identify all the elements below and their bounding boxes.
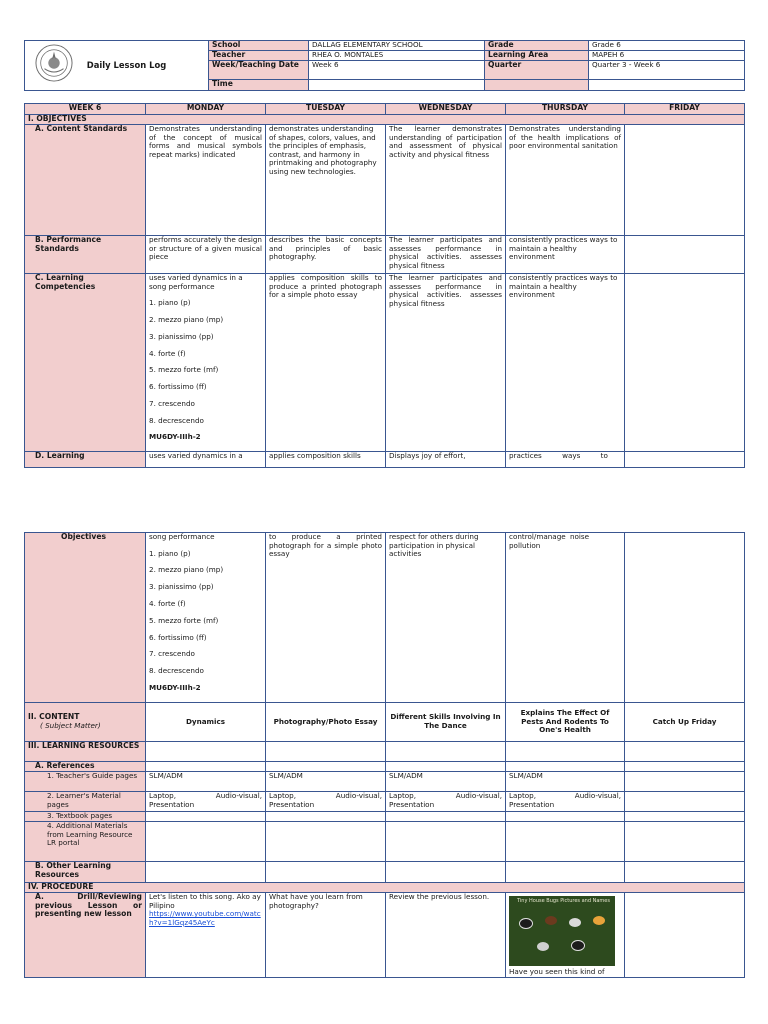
content-fri: Catch Up Friday	[625, 703, 745, 742]
additional-materials-tue	[266, 822, 386, 862]
house-bugs-image	[509, 896, 615, 966]
teachers-guide-thu: SLM/ADM	[506, 772, 625, 792]
school-value: DALLAG ELEMENTARY SCHOOL	[309, 41, 485, 51]
resources-mon	[146, 742, 266, 762]
performance-standards-thu: consistently practices ways to maintain a healthy environment	[506, 236, 625, 274]
teachers-guide-label: 1. Teacher's Guide pages	[25, 772, 146, 792]
references-wed	[386, 762, 506, 772]
other-resources-mon	[146, 862, 266, 883]
content-standards-label: A. Content Standards	[25, 125, 146, 236]
list-item: 4. forte (f)	[149, 348, 186, 358]
list-item: 6. fortissimo (ff)	[149, 632, 207, 642]
content-wed: Different Skills Involving In The Dance	[386, 703, 506, 742]
resources-fri	[625, 742, 745, 762]
content-thu: Explains The Effect Of Pests And Rodents To One's Health	[506, 703, 625, 742]
list-item: 4. forte (f)	[149, 598, 186, 608]
teachers-guide-fri	[625, 772, 745, 792]
performance-standards-mon: performs accurately the design or structure of a given musical piece	[146, 236, 266, 274]
grade-value: Grade 6	[589, 41, 745, 51]
additional-materials-mon	[146, 822, 266, 862]
col-friday: FRIDAY	[625, 104, 745, 115]
time-value	[309, 80, 485, 91]
other-resources-label: B. Other Learning Resources	[25, 862, 146, 883]
content-standards-tue: demonstrates understanding of shapes, colors, values, and the principles of emphasis, contrast, and harmony in printmaking and photography using new technologies.	[266, 125, 386, 236]
learning-objectives-label-1: D. Learning	[25, 452, 146, 468]
other-resources-thu	[506, 862, 625, 883]
list-item: 6. fortissimo (ff)	[149, 382, 207, 392]
week-date-value: Week 6	[309, 61, 485, 80]
drill-tue: What have you learn from photography?	[266, 893, 386, 978]
drill-mon-text: Let's listen to this song. Ako ay Pilipino	[149, 892, 261, 910]
teachers-guide-wed: SLM/ADM	[386, 772, 506, 792]
list-item: 1. piano (p)	[149, 298, 191, 308]
quarter-value: Quarter 3 - Week 6	[589, 61, 745, 80]
teacher-label: Teacher	[209, 51, 309, 61]
objective-intro: song performance	[149, 532, 215, 541]
page-title: Daily Lesson Log	[86, 59, 167, 70]
resources-thu	[506, 742, 625, 762]
list-item: 2. mezzo piano (mp)	[149, 314, 224, 324]
lesson-table-page-2	[24, 532, 745, 978]
objective-code: MU6DY-IIIh-2	[149, 682, 201, 692]
time-label: Time	[209, 80, 309, 91]
section-objectives: I. OBJECTIVES	[25, 115, 745, 125]
learning-objectives-wed-2: respect for others during participation in physical activities	[386, 533, 506, 703]
additional-materials-fri	[625, 822, 745, 862]
grade-label: Grade	[485, 41, 589, 51]
learning-competencies-fri	[625, 274, 745, 452]
additional-materials-thu	[506, 822, 625, 862]
learning-competencies-label: C. Learning Competencies	[25, 274, 146, 452]
competency-intro: uses varied dynamics in a song performance	[149, 273, 243, 291]
drill-thu	[506, 893, 625, 978]
teachers-guide-mon: SLM/ADM	[146, 772, 266, 792]
learning-objectives-fri-1	[625, 452, 745, 468]
lesson-table-page-1	[24, 103, 745, 468]
textbook-wed	[386, 812, 506, 822]
references-mon	[146, 762, 266, 772]
image-caption: Tiny House Bugs Pictures and Names	[517, 898, 610, 904]
teacher-value: RHEA O. MONTALES	[309, 51, 485, 61]
textbook-fri	[625, 812, 745, 822]
drill-wed: Review the previous lesson.	[386, 893, 506, 978]
list-item: 3. pianissimo (pp)	[149, 582, 214, 592]
learning-competencies-mon	[146, 274, 266, 452]
col-monday: MONDAY	[146, 104, 266, 115]
content-standards-thu: Demonstrates understanding of the health implications of poor environmental sanitation	[506, 125, 625, 236]
quarter-label: Quarter	[485, 61, 589, 80]
school-label: School	[209, 41, 309, 51]
col-tuesday: TUESDAY	[266, 104, 386, 115]
header-title-cell	[25, 41, 209, 91]
learning-objectives-wed-1: Displays joy of effort,	[386, 452, 506, 468]
learning-competencies-thu: consistently practices ways to maintain a healthy environment	[506, 274, 625, 452]
drill-mon	[146, 893, 266, 978]
learning-area-label: Learning Area	[485, 51, 589, 61]
list-item: 5. mezzo forte (mf)	[149, 615, 219, 625]
drill-thu-text: Have you seen this kind of	[509, 967, 605, 976]
list-item: 8. decrescendo	[149, 666, 204, 676]
list-item: 2. mezzo piano (mp)	[149, 565, 224, 575]
resources-wed	[386, 742, 506, 762]
competency-code: MU6DY-IIIh-2	[149, 432, 201, 442]
header-table	[24, 40, 745, 91]
textbook-label: 3. Textbook pages	[25, 812, 146, 822]
other-resources-wed	[386, 862, 506, 883]
learning-competencies-tue: applies composition skills to produce a printed photograph for a simple photo essay	[266, 274, 386, 452]
content-tue: Photography/Photo Essay	[266, 703, 386, 742]
learning-objectives-tue-1: applies composition skills	[266, 452, 386, 468]
content-standards-fri	[625, 125, 745, 236]
learning-objectives-mon-1: uses varied dynamics in a	[146, 452, 266, 468]
section-procedure: IV. PROCEDURE	[25, 883, 745, 893]
col-thursday: THURSDAY	[506, 104, 625, 115]
content-standards-mon: Demonstrates understanding of the concept of musical forms and musical symbols repeat marks) indicated	[146, 125, 266, 236]
learning-objectives-tue-2: to produce a printed photograph for a simple photo essay	[266, 533, 386, 703]
content-sublabel: ( Subject Matter)	[40, 721, 101, 730]
performance-standards-wed: The learner participates and assesses performance in physical activities. assesses physical fitness	[386, 236, 506, 274]
teachers-guide-tue: SLM/ADM	[266, 772, 386, 792]
learners-material-thu: Laptop, Audio-visual, Presentation	[506, 792, 625, 812]
col-wednesday: WEDNESDAY	[386, 104, 506, 115]
learning-objectives-mon-2	[146, 533, 266, 703]
list-item: 5. mezzo forte (mf)	[149, 365, 219, 375]
youtube-link[interactable]: https://www.youtube.com/watch?v=1lGqz45AeYc	[149, 909, 261, 927]
references-label: A. References	[25, 762, 146, 772]
performance-standards-label: B. Performance Standards	[25, 236, 146, 274]
textbook-mon	[146, 812, 266, 822]
list-item: 1. piano (p)	[149, 548, 191, 558]
learning-objectives-fri-2	[625, 533, 745, 703]
learners-material-fri	[625, 792, 745, 812]
content-standards-wed: The learner demonstrates understanding of participation and assessment of physical activity and physical fitness	[386, 125, 506, 236]
list-item: 7. crescendo	[149, 649, 195, 659]
textbook-thu	[506, 812, 625, 822]
other-resources-fri	[625, 862, 745, 883]
learners-material-wed: Laptop, Audio-visual, Presentation	[386, 792, 506, 812]
learning-objectives-thu-1: practices ways to	[506, 452, 625, 468]
other-resources-tue	[266, 862, 386, 883]
empty-value	[589, 80, 745, 91]
textbook-tue	[266, 812, 386, 822]
learning-resources-label: III. LEARNING RESOURCES	[25, 742, 146, 762]
learning-competencies-wed: The learner participates and assesses performance in physical activities. assesses physical fitness	[386, 274, 506, 452]
learners-material-label: 2. Learner's Material pages	[25, 792, 146, 812]
performance-standards-tue: describes the basic concepts and principles of basic photography.	[266, 236, 386, 274]
additional-materials-wed	[386, 822, 506, 862]
performance-standards-fri	[625, 236, 745, 274]
empty-label	[485, 80, 589, 91]
col-week: WEEK 6	[25, 104, 146, 115]
content-label: II. CONTENT	[28, 712, 80, 722]
content-label-cell	[25, 703, 146, 742]
references-thu	[506, 762, 625, 772]
learners-material-mon: Laptop, Audio-visual, Presentation	[146, 792, 266, 812]
learning-area-value: MAPEH 6	[589, 51, 745, 61]
learning-objectives-thu-2: control/manage noise pollution	[506, 533, 625, 703]
additional-materials-label: 4. Additional Materials from Learning Resource LR portal	[25, 822, 146, 862]
dynamics-list-2	[149, 550, 262, 676]
resources-tue	[266, 742, 386, 762]
drill-fri	[625, 893, 745, 978]
week-date-label: Week/Teaching Date	[209, 61, 309, 80]
learners-material-tue: Laptop, Audio-visual, Presentation	[266, 792, 386, 812]
learning-objectives-label-2: Objectives	[25, 533, 146, 703]
list-item: 7. crescendo	[149, 398, 195, 408]
content-mon: Dynamics	[146, 703, 266, 742]
references-tue	[266, 762, 386, 772]
drill-label: A. Drill/Reviewing previous Lesson or presenting new lesson	[25, 893, 146, 978]
list-item: 3. pianissimo (pp)	[149, 331, 214, 341]
references-fri	[625, 762, 745, 772]
dynamics-list	[149, 299, 262, 425]
list-item: 8. decrescendo	[149, 415, 204, 425]
